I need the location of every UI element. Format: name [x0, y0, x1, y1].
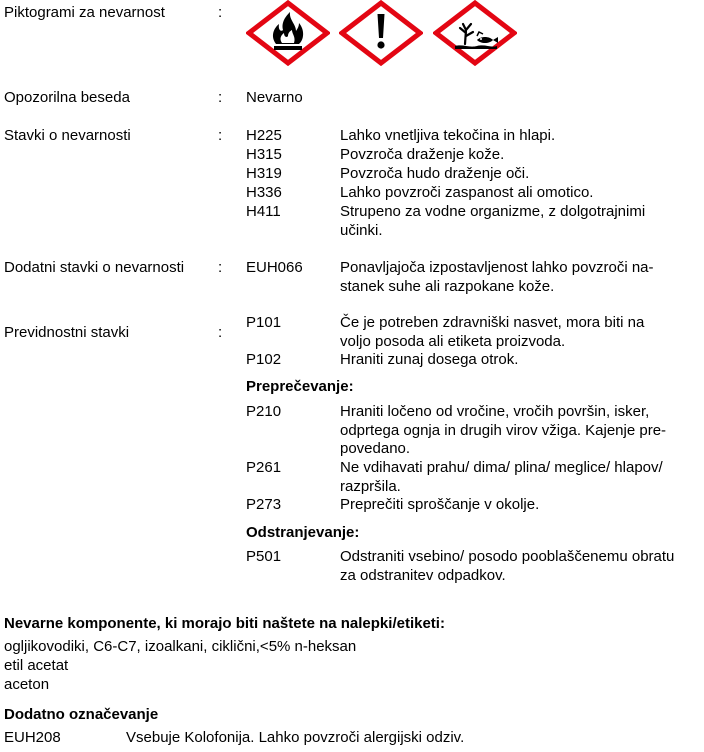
pictograms-colon: : [218, 4, 223, 21]
precaution-code: P101 [246, 314, 282, 331]
hazard-text: Strupeno za vodne organizme, z dolgotrajnimi [340, 203, 646, 220]
hazard-statements-colon: : [218, 127, 223, 144]
additional-labelling-heading: Dodatno označevanje [4, 706, 159, 723]
environment-icon [433, 0, 517, 66]
exclamation-icon [339, 0, 423, 66]
hazard-code: H225 [246, 127, 282, 144]
signal-word-label: Opozorilna beseda [4, 89, 130, 106]
additional-hazard-text: stanek suhe ali razpokane kože. [340, 278, 555, 295]
precaution-code: P501 [246, 548, 282, 565]
precaution-text: Hraniti ločeno od vročine, vročih površin, isker, [340, 403, 650, 420]
component-item: etil acetat [4, 657, 69, 674]
precaution-text: Odstraniti vsebino/ posodo pooblaščenemu obratu [340, 548, 675, 565]
precaution-code: P273 [246, 496, 282, 513]
disposal-heading: Odstranjevanje: [246, 524, 360, 541]
signal-word-colon: : [218, 89, 223, 106]
precaution-text: povedano. [340, 440, 411, 457]
hazard-text: Povzroča draženje kože. [340, 146, 505, 163]
additional-labelling-text: Vsebuje Kolofonija. Lahko povzroči alergijski odziv. [126, 729, 465, 746]
hazard-text: učinki. [340, 222, 383, 239]
precaution-text: Če je potreben zdravniški nasvet, mora biti na [340, 314, 645, 331]
precaution-code: P210 [246, 403, 282, 420]
hazard-code: H315 [246, 146, 282, 163]
precaution-code: P261 [246, 459, 282, 476]
precaution-text: za odstranitev odpadkov. [340, 567, 506, 584]
additional-hazard-code: EUH066 [246, 259, 303, 276]
additional-hazard-text: Ponavljajoča izpostavljenost lahko povzroči na- [340, 259, 654, 276]
pictograms-label: Piktogrami za nevarnost [4, 4, 165, 21]
precaution-text: Ne vdihavati prahu/ dima/ plina/ meglice/ hlapov/ [340, 459, 663, 476]
prevention-heading: Preprečevanje: [246, 378, 354, 395]
hazard-code: H319 [246, 165, 282, 182]
hazard-code: H411 [246, 203, 281, 220]
flame-icon [246, 0, 330, 66]
precaution-text: Hraniti zunaj dosega otrok. [340, 351, 519, 368]
precautionary-colon: : [218, 324, 223, 341]
precaution-text: Preprečiti sproščanje v okolje. [340, 496, 540, 513]
precautionary-label: Previdnostni stavki [4, 324, 130, 341]
hazard-code: H336 [246, 184, 282, 201]
hazard-text: Lahko povzroči zaspanost ali omotico. [340, 184, 594, 201]
additional-labelling-code: EUH208 [4, 729, 61, 746]
precaution-text: razpršila. [340, 478, 401, 495]
hazard-statements-label: Stavki o nevarnosti [4, 127, 131, 144]
hazardous-components-heading: Nevarne komponente, ki morajo biti naštete na nalepki/etiketi: [4, 615, 445, 632]
additional-hazard-label: Dodatni stavki o nevarnosti [4, 259, 185, 276]
hazard-text: Povzroča hudo draženje oči. [340, 165, 530, 182]
precaution-text: odprtega ognja in drugih virov vžiga. Kajenje pre- [340, 422, 667, 439]
component-item: ogljikovodiki, C6-C7, izoalkani, ciklični,<5% n-heksan [4, 638, 357, 655]
component-item: aceton [4, 676, 50, 693]
precaution-code: P102 [246, 351, 282, 368]
additional-hazard-colon: : [218, 259, 223, 276]
signal-word-value: Nevarno [246, 89, 303, 106]
precaution-text: voljo posoda ali etiketa proizvoda. [340, 333, 566, 350]
hazard-text: Lahko vnetljiva tekočina in hlapi. [340, 127, 556, 144]
